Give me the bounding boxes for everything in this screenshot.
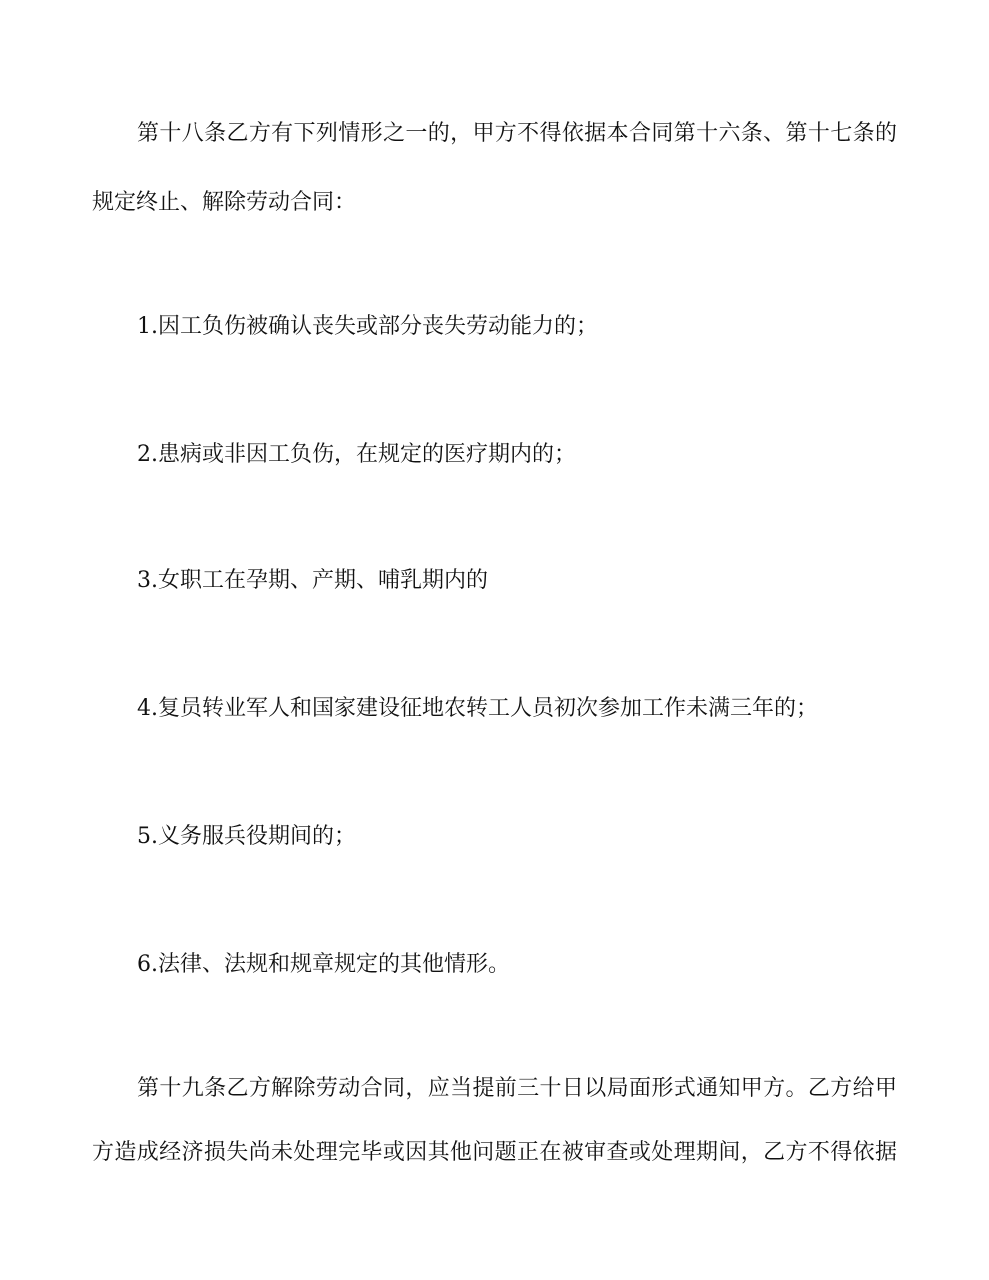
list-item-3: 3.女职工在孕期、产期、哺乳期内的 [137, 568, 488, 593]
list-item-1: 1.因工负伤被确认丧失或部分丧失劳动能力的； [137, 314, 598, 339]
list-item-4: 4.复员转业军人和国家建设征地农转工人员初次参加工作未满三年的； [137, 696, 818, 721]
article-19-line-2: 方造成经济损失尚未处理完毕或因其他问题正在被审查或处理期间，乙方不得依据 [92, 1140, 897, 1165]
list-item-6: 6.法律、法规和规章规定的其他情形。 [137, 952, 510, 977]
article-18-line-2: 规定终止、解除劳动合同： [92, 190, 357, 215]
list-item-2: 2.患病或非因工负伤，在规定的医疗期内的； [137, 442, 576, 467]
article-19-line-1: 第十九条乙方解除劳动合同，应当提前三十日以局面形式通知甲方。乙方给甲 [137, 1076, 897, 1101]
list-item-5: 5.义务服兵役期间的； [137, 824, 356, 849]
article-18-line-1: 第十八条乙方有下列情形之一的，甲方不得依据本合同第十六条、第十七条的 [137, 121, 897, 146]
